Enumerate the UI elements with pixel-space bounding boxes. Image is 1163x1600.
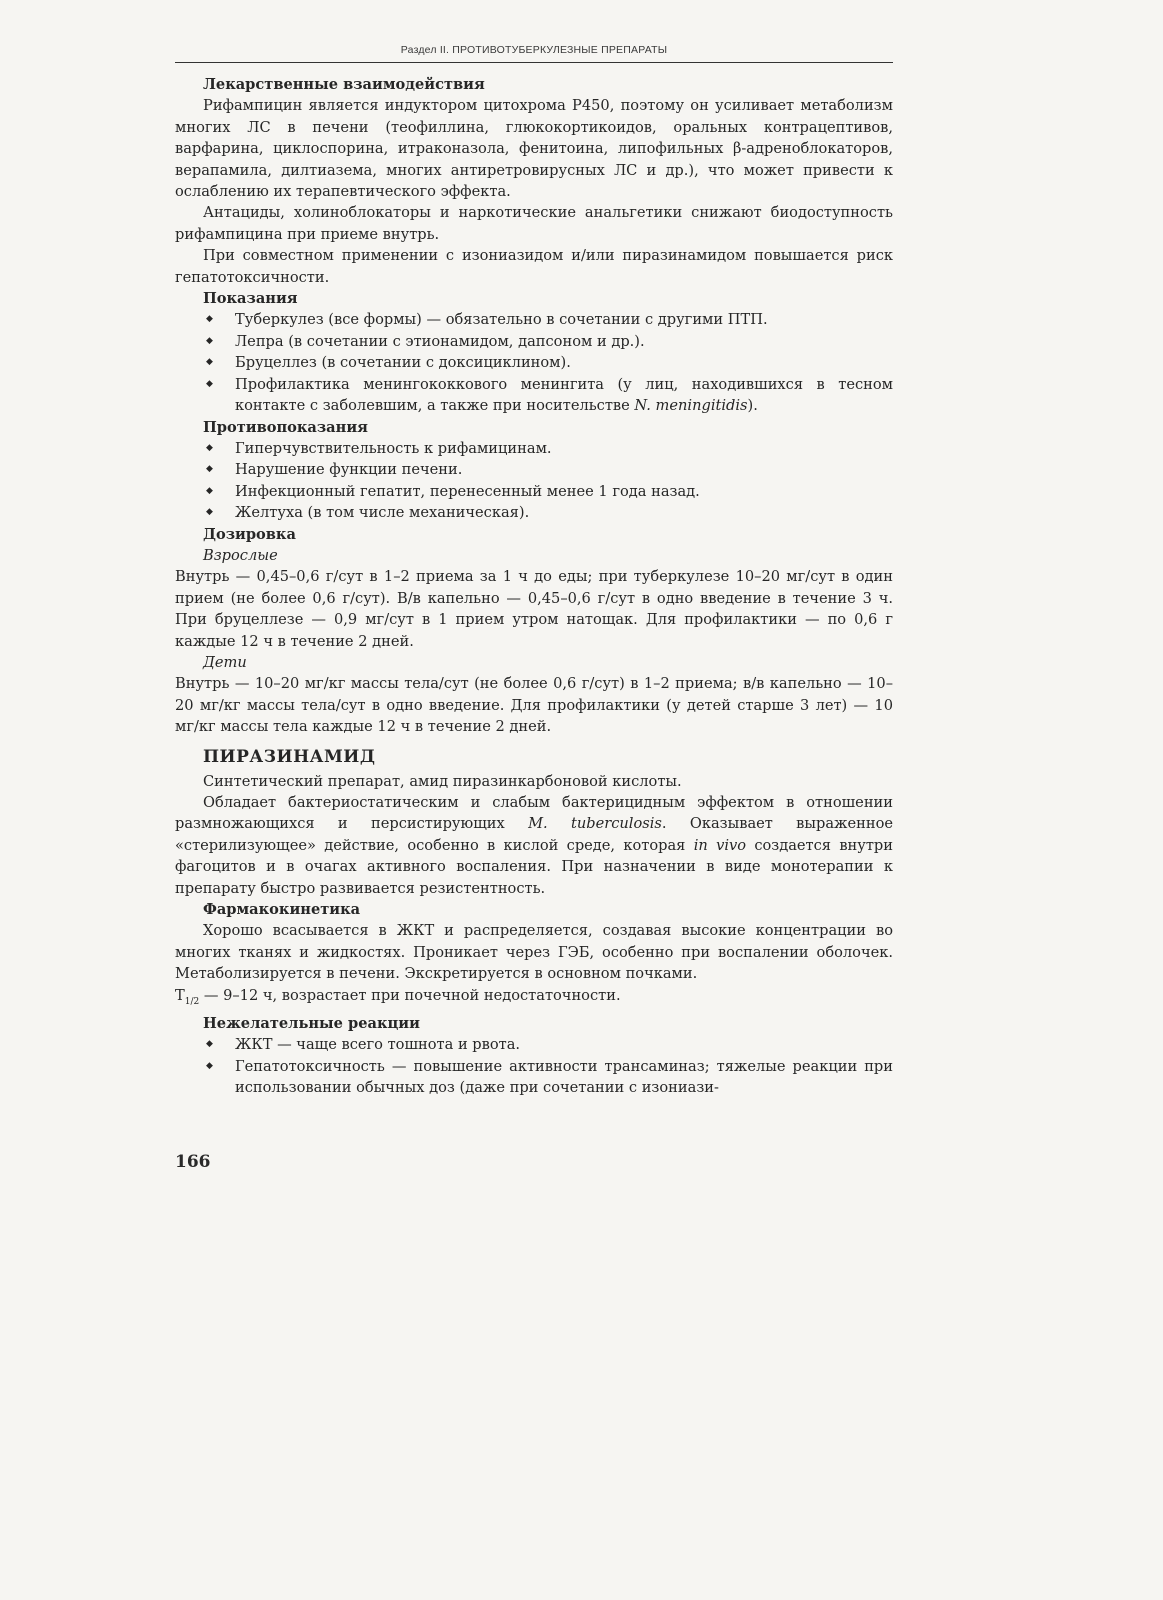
pyrazinamide-intro: Синтетический препарат, амид пиразинкарбоновой кислоты. (203, 772, 682, 790)
adverse-reactions-list (175, 1034, 893, 1098)
bullet-icon: ◆ (206, 464, 213, 475)
bullet-icon: ◆ (206, 442, 213, 453)
list-item: ◆ Бруцеллез (в сочетании с доксициклином). (175, 352, 893, 373)
drug-interactions-heading: Лекарственные взаимодействия (203, 76, 485, 93)
list-item: ◆ ЖКТ — чаще всего тошнота и рвота. (175, 1034, 893, 1055)
indications-list (175, 309, 893, 416)
children-dosage-text: Внутрь — 10–20 мг/кг массы тела/сут (не более 0,6 г/сут) в 1–2 приема; в/в капельно — 10–20 мг/кг массы тела/сут в одно введение. Для профилактики (у детей старше 3 лет) — 10 мг/кг массы тела каждые 12 ч в течение 2 дней. (175, 675, 893, 736)
children-subheading: Дети (203, 653, 247, 671)
half-life-text: $Т_{1/2}$ — 9–12 ч, возрастает при почечной недостаточности. (175, 986, 621, 1007)
latin-species-name: M. tuberculosis (528, 815, 662, 833)
adults-dosage-text: Внутрь — 0,45–0,6 г/сут в 1–2 приема за 1 ч до еды; при туберкулезе 10–20 мг/сут в один прием (не более 0,6 г/сут). В/в капельно — 0,45–0,6 г/сут в одно введение в течение 3 ч. При бруцеллезе — 0,9 мг/сут в 1 прием утром натощак. Для профилактики — по 0,6 г каждые 12 ч в течение 2 дней. (175, 568, 893, 650)
adverse-reactions-heading: Нежелательные реакции (203, 1014, 420, 1032)
pharmacokinetics-heading: Фармакокинетика (203, 901, 361, 919)
pyrazinamide-action: Обладает бактериостатическим и слабым бактерицидным эффектом в отношении размножающихся и персистирующих M. tuberculosis. Оказывает выраженное «стерилизующее» действие, особенно в кислой среде, которая in vivo создается внутри фагоцитов и в очагах активного воспаления. При назначении в виде монотерапии к препарату быстро развивается резистентность. (175, 794, 893, 897)
list-item: ◆ Инфекционный гепатит, перенесенный менее 1 года назад. (175, 481, 893, 502)
bullet-icon: ◆ (206, 378, 213, 389)
list-item: ◆ Профилактика менингококкового менингита (у лиц, находившихся в тесном контакте с заболевшим, а также при носительстве N. meningitidis). (206, 375, 893, 415)
latin-species-name: N. meningitidis (634, 397, 748, 415)
running-head: Раздел II. ПРОТИВОТУБЕРКУЛЕЗНЫЕ ПРЕПАРАТЫ (400, 44, 668, 56)
page-body (175, 74, 893, 1099)
list-item: ◆ Туберкулез (все формы) — обязательно в сочетании с другими ПТП. (175, 309, 893, 330)
dosage-heading: Дозировка (203, 525, 296, 543)
list-item: ◆ Гиперчувствительность к рифамицинам. (175, 438, 893, 459)
bullet-icon: ◆ (206, 357, 213, 368)
list-item: ◆ Лепра (в сочетании с этионамидом, дапсоном и др.). (175, 331, 893, 352)
contraindications-list (175, 438, 893, 524)
bullet-icon: ◆ (206, 1060, 213, 1071)
bullet-icon: ◆ (206, 314, 213, 325)
interactions-paragraph-1: Рифампицин является индуктором цитохрома Р450, поэтому он усиливает метаболизм многих ЛС в печени (теофиллина, глюкокортикоидов, оральных контрацептивов, варфарина, циклоспорина, итраконазола, фенитоина, липофильных β-адреноблокаторов, верапамила, дилтиазема, многих антиретровирусных ЛС и др.), что может привести к ослаблению их терапевтического эффекта. (175, 97, 893, 201)
latin-term: in vivo (693, 836, 747, 854)
indications-heading: Показания (203, 290, 298, 308)
list-item: ◆ Нарушение функции печени. (175, 459, 893, 480)
bullet-icon: ◆ (206, 1039, 213, 1050)
interactions-paragraph-2: Антациды, холиноблокаторы и наркотические анальгетики снижают биодоступность рифампицина при приеме внутрь. (175, 204, 893, 243)
interactions-paragraph-3: При совместном применении с изониазидом и/или пиразинамидом повышается риск гепатотоксичности. (175, 247, 893, 286)
pyrazinamide-title: ПИРАЗИНАМИД (203, 746, 376, 767)
contraindications-heading: Противопоказания (203, 418, 368, 436)
bullet-icon: ◆ (206, 485, 213, 496)
bullet-icon: ◆ (206, 507, 213, 518)
bullet-icon: ◆ (206, 335, 213, 346)
list-item: ◆ Желтуха (в том числе механическая). (175, 502, 893, 523)
adults-subheading: Взрослые (203, 546, 278, 564)
list-item: ◆ Гепатотоксичность — повышение активности трансаминаз; тяжелые реакции при использовании обычных доз (даже при сочетании с изониази- (206, 1057, 893, 1097)
header-rule (175, 62, 893, 63)
page-number: 166 (175, 1152, 211, 1172)
pharmacokinetics-text: Хорошо всасывается в ЖКТ и распределяется, создавая высокие концентрации во многих тканях и жидкостях. Проникает через ГЭБ, особенно при воспалении оболочек. Метаболизируется в печени. Экскретируется в основном почками. (175, 922, 893, 983)
